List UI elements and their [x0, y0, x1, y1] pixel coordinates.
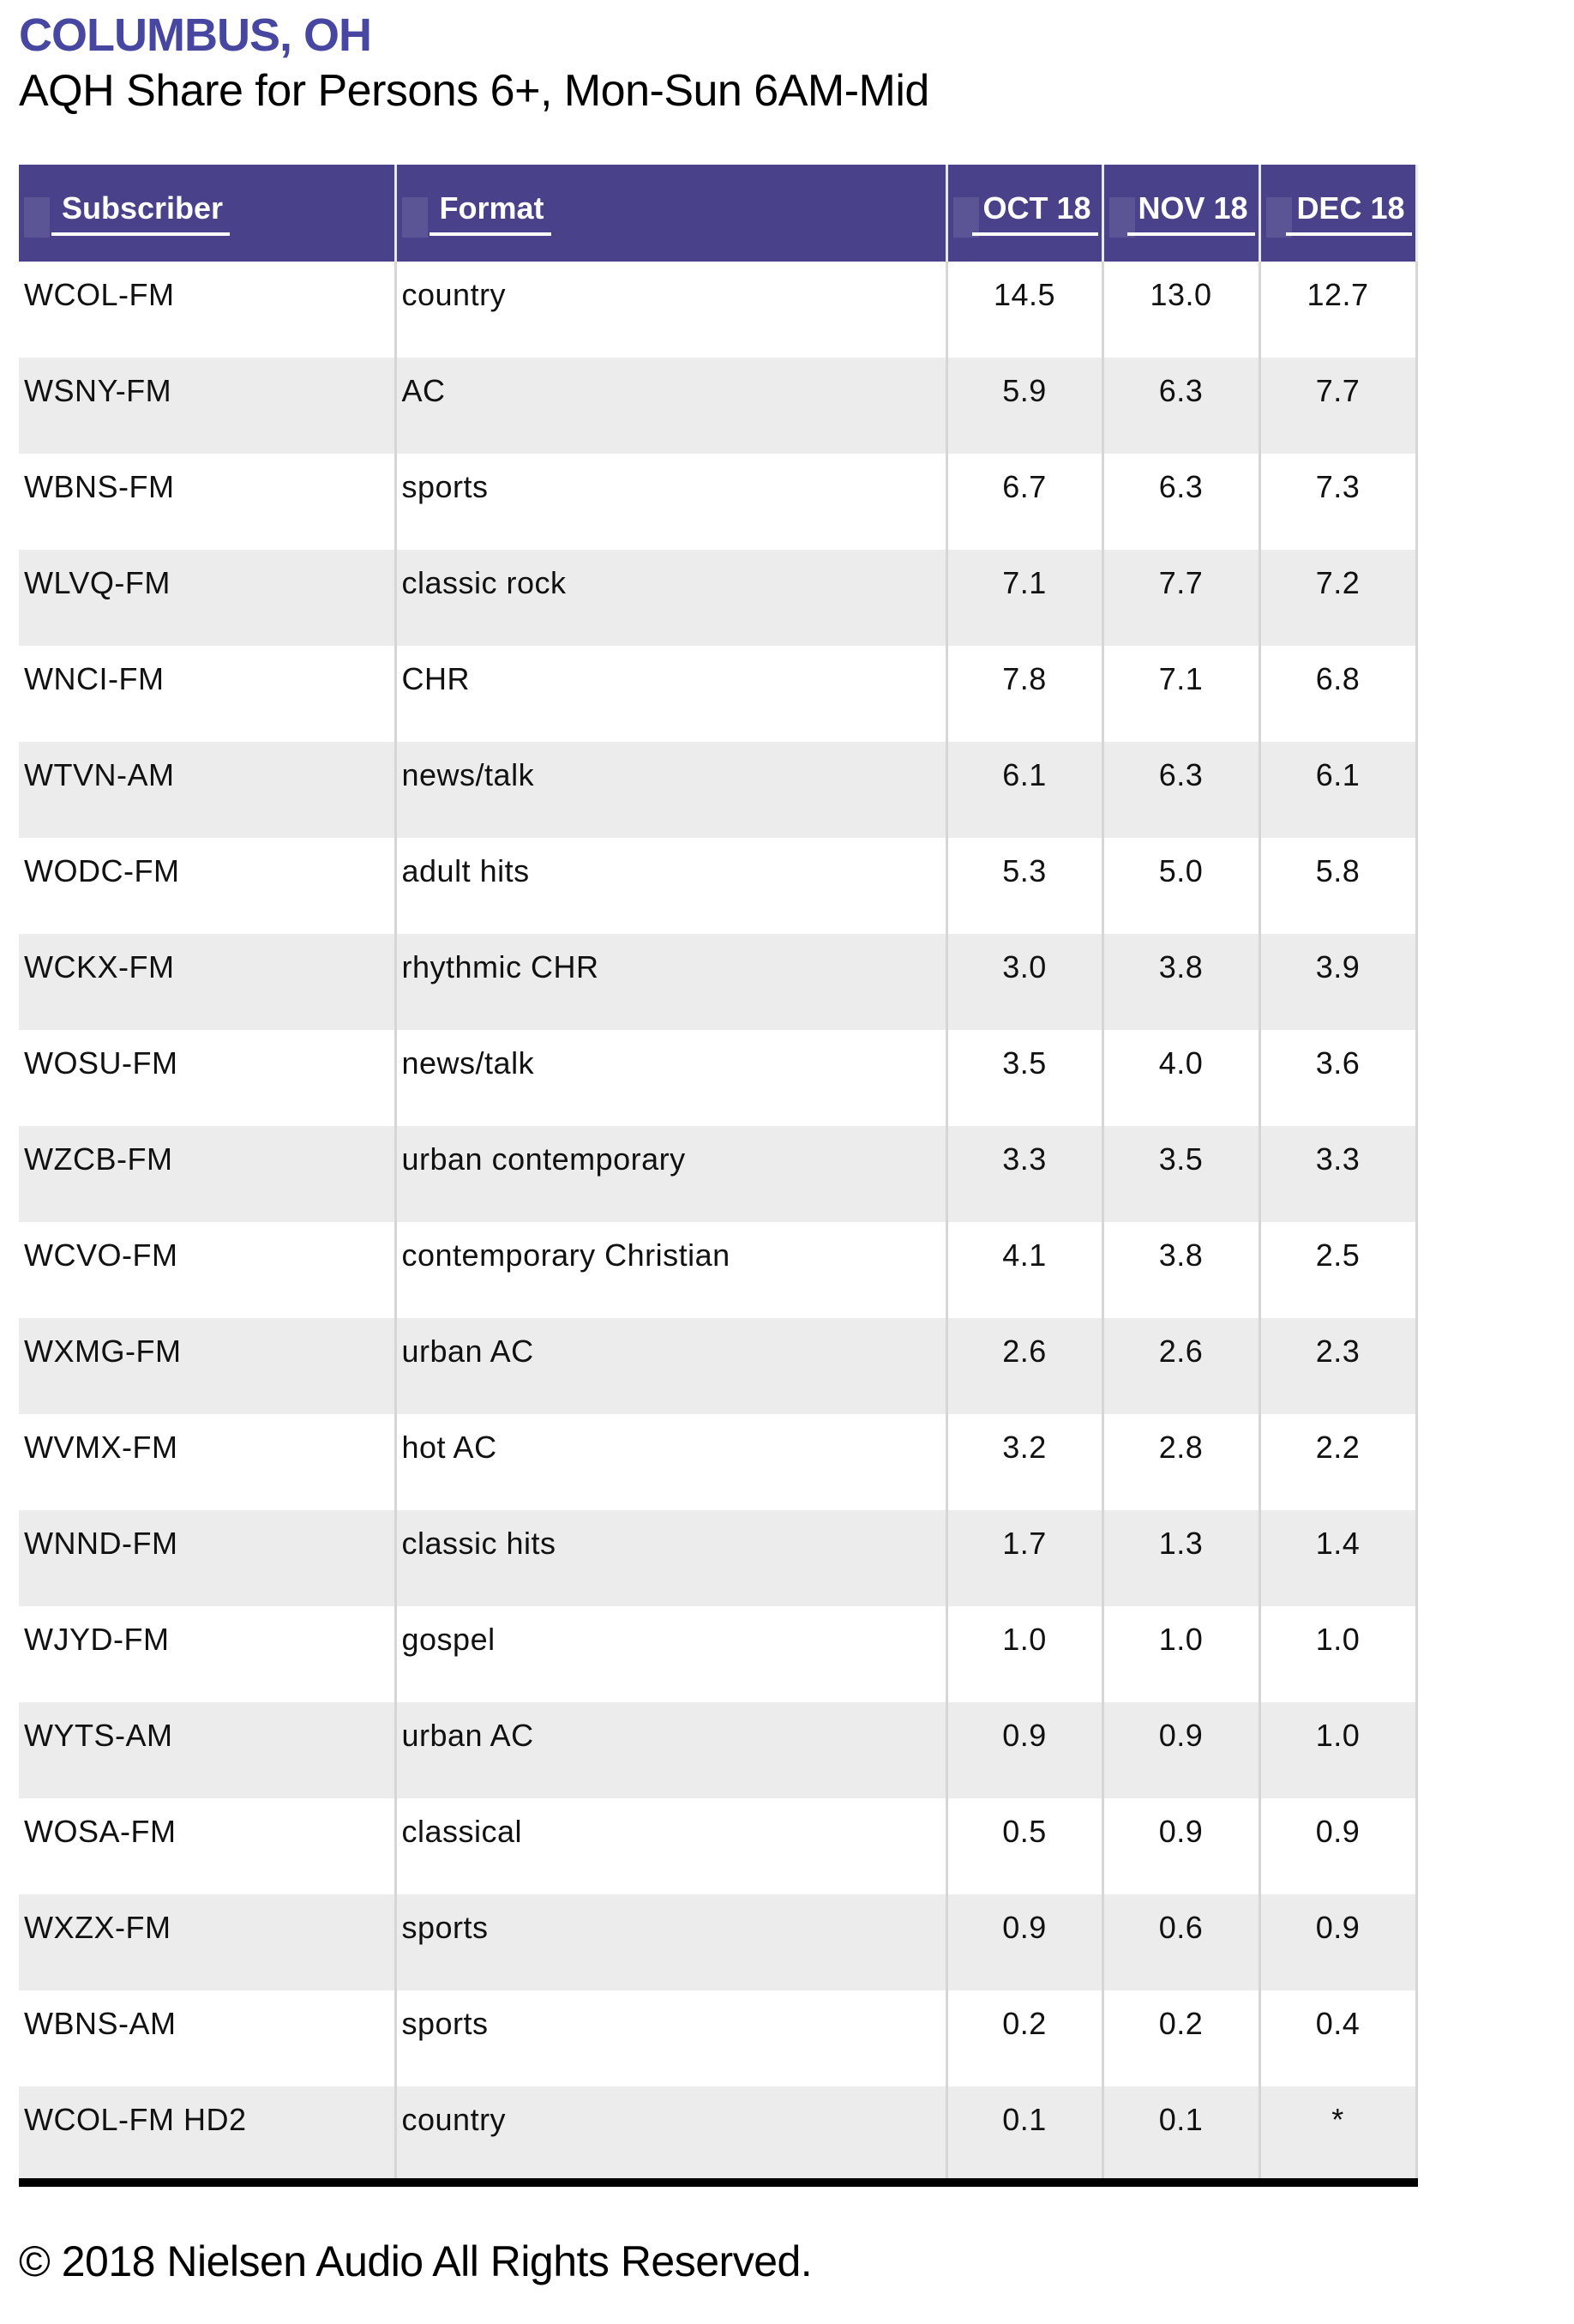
cell-format: adult hits [395, 838, 946, 934]
cell-format: urban contemporary [395, 1126, 946, 1222]
cell-subscriber: WOSA-FM [19, 1798, 395, 1894]
cell-dec: 3.9 [1259, 934, 1416, 1030]
sort-link-format[interactable]: Format [430, 190, 551, 236]
cell-oct: 3.0 [946, 934, 1102, 1030]
cell-nov: 0.2 [1102, 1990, 1259, 2086]
cell-dec: 7.2 [1259, 550, 1416, 646]
cell-oct: 6.1 [946, 742, 1102, 838]
column-header-subscriber [19, 165, 395, 262]
cell-oct: 2.6 [946, 1318, 1102, 1414]
cell-nov: 0.9 [1102, 1798, 1259, 1894]
table-row [19, 1510, 1416, 1606]
cell-subscriber: WLVQ-FM [19, 550, 395, 646]
cell-dec: 0.4 [1259, 1990, 1416, 2086]
cell-nov: 0.6 [1102, 1894, 1259, 1990]
sort-link-oct[interactable]: OCT 18 [972, 190, 1097, 236]
cell-subscriber: WTVN-AM [19, 742, 395, 838]
cell-oct: 3.5 [946, 1030, 1102, 1126]
cell-dec: * [1259, 2086, 1416, 2183]
cell-format: sports [395, 1894, 946, 1990]
column-header-oct [946, 165, 1102, 262]
cell-nov: 3.5 [1102, 1126, 1259, 1222]
cell-subscriber: WVMX-FM [19, 1414, 395, 1510]
cell-format: country [395, 262, 946, 358]
sort-link-subscriber[interactable]: Subscriber [51, 190, 230, 236]
table-row [19, 1414, 1416, 1510]
table-row [19, 550, 1416, 646]
cell-format: contemporary Christian [395, 1222, 946, 1318]
cell-oct: 7.1 [946, 550, 1102, 646]
cell-oct: 1.0 [946, 1606, 1102, 1702]
cell-oct: 1.7 [946, 1510, 1102, 1606]
cell-dec: 3.3 [1259, 1126, 1416, 1222]
cell-subscriber: WCOL-FM HD2 [19, 2086, 395, 2183]
cell-format: news/talk [395, 742, 946, 838]
cell-oct: 3.3 [946, 1126, 1102, 1222]
cell-dec: 1.0 [1259, 1702, 1416, 1798]
cell-nov: 0.1 [1102, 2086, 1259, 2183]
cell-format: classical [395, 1798, 946, 1894]
cell-subscriber: WCKX-FM [19, 934, 395, 1030]
header-corner-square [24, 197, 50, 238]
table-row [19, 934, 1416, 1030]
cell-nov: 2.6 [1102, 1318, 1259, 1414]
cell-nov: 7.1 [1102, 646, 1259, 742]
cell-dec: 1.4 [1259, 1510, 1416, 1606]
cell-format: classic rock [395, 550, 946, 646]
sort-link-nov[interactable]: NOV 18 [1127, 190, 1254, 236]
cell-dec: 7.3 [1259, 454, 1416, 550]
cell-oct: 14.5 [946, 262, 1102, 358]
cell-dec: 2.5 [1259, 1222, 1416, 1318]
cell-subscriber: WCVO-FM [19, 1222, 395, 1318]
cell-dec: 2.2 [1259, 1414, 1416, 1510]
cell-subscriber: WOSU-FM [19, 1030, 395, 1126]
cell-subscriber: WZCB-FM [19, 1126, 395, 1222]
cell-nov: 1.0 [1102, 1606, 1259, 1702]
cell-format: country [395, 2086, 946, 2183]
cell-nov: 7.7 [1102, 550, 1259, 646]
cell-nov: 5.0 [1102, 838, 1259, 934]
table-row [19, 262, 1416, 358]
cell-nov: 3.8 [1102, 1222, 1259, 1318]
cell-subscriber: WXZX-FM [19, 1894, 395, 1990]
table-row [19, 838, 1416, 934]
cell-format: gospel [395, 1606, 946, 1702]
table-row [19, 2086, 1416, 2183]
cell-nov: 2.8 [1102, 1414, 1259, 1510]
cell-format: rhythmic CHR [395, 934, 946, 1030]
cell-format: sports [395, 1990, 946, 2086]
cell-subscriber: WSNY-FM [19, 358, 395, 454]
cell-oct: 0.2 [946, 1990, 1102, 2086]
column-header-nov [1102, 165, 1259, 262]
header-corner-square [402, 197, 428, 238]
cell-oct: 3.2 [946, 1414, 1102, 1510]
cell-dec: 5.8 [1259, 838, 1416, 934]
table-row [19, 1990, 1416, 2086]
cell-oct: 5.9 [946, 358, 1102, 454]
page-title: COLUMBUS, OH [19, 9, 371, 61]
cell-oct: 0.9 [946, 1702, 1102, 1798]
table-row [19, 358, 1416, 454]
cell-oct: 5.3 [946, 838, 1102, 934]
aqh-share-table [19, 165, 1418, 2187]
column-header-dec [1259, 165, 1416, 262]
cell-format: hot AC [395, 1414, 946, 1510]
cell-oct: 4.1 [946, 1222, 1102, 1318]
table-row [19, 1222, 1416, 1318]
cell-format: news/talk [395, 1030, 946, 1126]
cell-dec: 7.7 [1259, 358, 1416, 454]
cell-nov: 4.0 [1102, 1030, 1259, 1126]
cell-nov: 6.3 [1102, 358, 1259, 454]
cell-subscriber: WODC-FM [19, 838, 395, 934]
cell-dec: 6.1 [1259, 742, 1416, 838]
table-row [19, 1126, 1416, 1222]
table-header-row [19, 165, 1416, 262]
cell-oct: 0.5 [946, 1798, 1102, 1894]
table-row [19, 742, 1416, 838]
page-subtitle: AQH Share for Persons 6+, Mon-Sun 6AM-Mid [19, 66, 929, 117]
cell-dec: 0.9 [1259, 1798, 1416, 1894]
table-row [19, 1318, 1416, 1414]
cell-nov: 3.8 [1102, 934, 1259, 1030]
column-header-format [395, 165, 946, 262]
cell-subscriber: WJYD-FM [19, 1606, 395, 1702]
cell-format: sports [395, 454, 946, 550]
cell-dec: 3.6 [1259, 1030, 1416, 1126]
cell-nov: 1.3 [1102, 1510, 1259, 1606]
sort-link-dec[interactable]: DEC 18 [1286, 190, 1411, 236]
table-row [19, 1702, 1416, 1798]
cell-dec: 2.3 [1259, 1318, 1416, 1414]
cell-dec: 12.7 [1259, 262, 1416, 358]
table-row [19, 454, 1416, 550]
cell-dec: 0.9 [1259, 1894, 1416, 1990]
cell-oct: 0.9 [946, 1894, 1102, 1990]
table-row [19, 1894, 1416, 1990]
cell-dec: 6.8 [1259, 646, 1416, 742]
cell-nov: 6.3 [1102, 454, 1259, 550]
cell-dec: 1.0 [1259, 1606, 1416, 1702]
cell-subscriber: WNCI-FM [19, 646, 395, 742]
cell-format: CHR [395, 646, 946, 742]
cell-oct: 6.7 [946, 454, 1102, 550]
cell-oct: 0.1 [946, 2086, 1102, 2183]
cell-subscriber: WNND-FM [19, 1510, 395, 1606]
cell-format: urban AC [395, 1318, 946, 1414]
cell-format: classic hits [395, 1510, 946, 1606]
cell-oct: 7.8 [946, 646, 1102, 742]
table-row [19, 1030, 1416, 1126]
cell-subscriber: WXMG-FM [19, 1318, 395, 1414]
cell-nov: 13.0 [1102, 262, 1259, 358]
cell-subscriber: WBNS-AM [19, 1990, 395, 2086]
cell-subscriber: WYTS-AM [19, 1702, 395, 1798]
table-row [19, 646, 1416, 742]
cell-nov: 0.9 [1102, 1702, 1259, 1798]
cell-format: urban AC [395, 1702, 946, 1798]
table-row [19, 1606, 1416, 1702]
cell-format: AC [395, 358, 946, 454]
copyright-text: © 2018 Nielsen Audio All Rights Reserved. [19, 2237, 813, 2285]
cell-nov: 6.3 [1102, 742, 1259, 838]
cell-subscriber: WBNS-FM [19, 454, 395, 550]
table-row [19, 1798, 1416, 1894]
cell-subscriber: WCOL-FM [19, 262, 395, 358]
